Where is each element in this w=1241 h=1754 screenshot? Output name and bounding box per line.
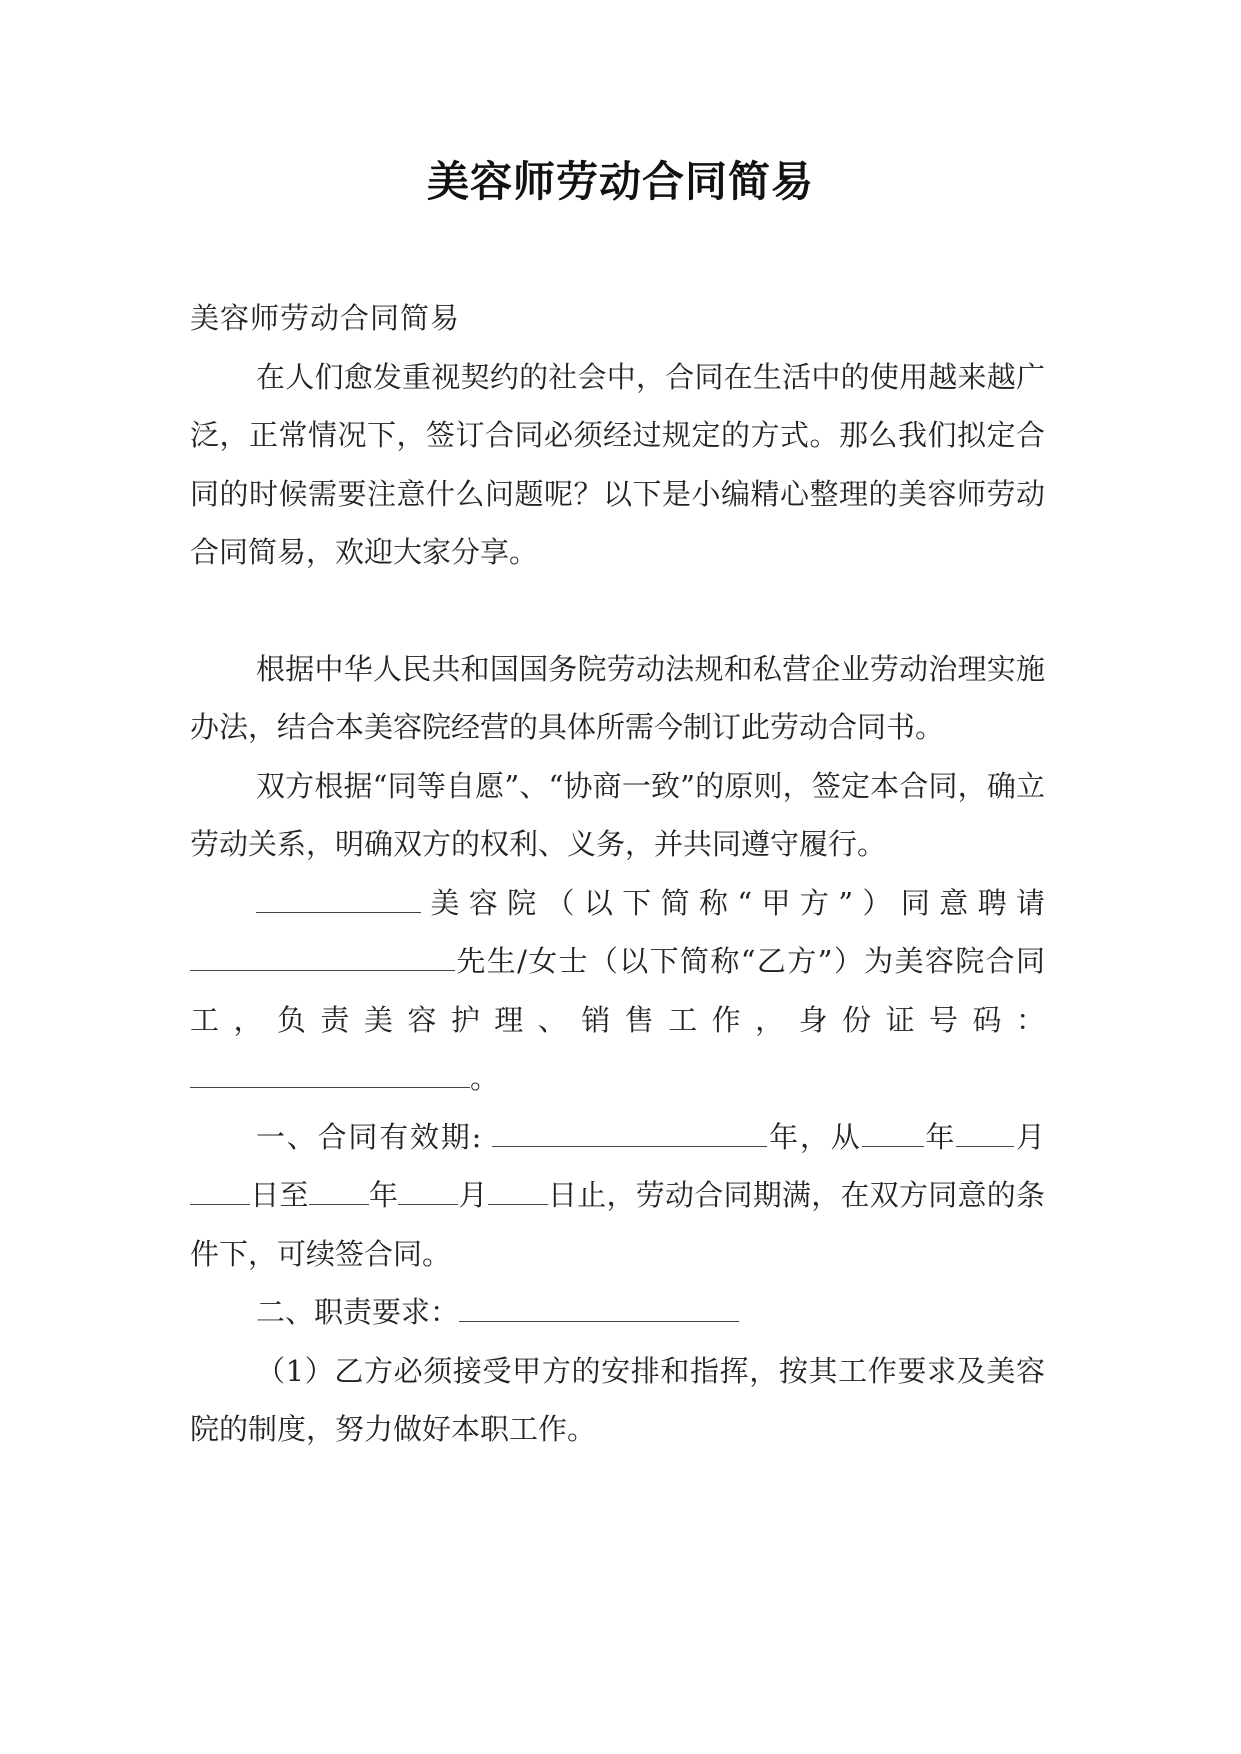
term-nian-2: 年: [368, 1178, 399, 1212]
term-year-unit: 年，从: [767, 1119, 862, 1154]
duties-heading: [190, 1283, 1045, 1342]
principle-paragraph: 双方根据“同等自愿”、“协商一致”的原则，签定本合同，确立劳动关系，明确双方的权利、义务，并共同遵守履行。: [190, 768, 1045, 861]
basis-paragraph: 根据中华人民共和国国务院劳动法规和私营企业劳动治理实施办法，结合本美容院经营的具体所需今制订此劳动合同书。: [190, 651, 1045, 744]
start-day-blank[interactable]: [190, 1178, 250, 1205]
term-ri-zhi: 日至: [250, 1178, 309, 1212]
start-month-blank[interactable]: [956, 1120, 1014, 1147]
end-month-blank[interactable]: [398, 1178, 458, 1205]
intro-paragraph: 在人们愈发重视契约的社会中，合同在生活中的使用越来越广泛，正常情况下，签订合同必须经过规定的方式。那么我们拟定合同的时候需要注意什么问题呢？以下是小编精心整理的美容师劳动合同简易，欢迎大家分享。: [190, 359, 1045, 569]
duties-item-1: （1）乙方必须接受甲方的安排和指挥，按其工作要求及美容院的制度，努力做好本职工作。: [190, 1353, 1045, 1446]
term-label: 一、合同有效期:: [256, 1119, 482, 1154]
term-years-blank[interactable]: [492, 1120, 767, 1147]
paragraph-spacer: [190, 582, 1045, 640]
term-yue-2: 月: [458, 1178, 488, 1212]
parties-paragraph: [190, 874, 1045, 1108]
term-yue-1: 月: [1014, 1119, 1045, 1154]
employee-name-blank[interactable]: [190, 944, 455, 971]
document-subtitle: 美容师劳动合同简易: [190, 301, 461, 335]
parties-text-1: 美容院（以下简称“甲方”）同意聘请: [421, 885, 1045, 920]
term-paragraph: [190, 1108, 1045, 1284]
salon-name-blank[interactable]: [256, 886, 421, 913]
start-year-blank[interactable]: [862, 1120, 924, 1147]
term-ri-zhi-end: 日止，劳动合同期满，在双方同意的条件下，可续签合同。: [190, 1178, 1045, 1271]
parties-text-2: 先生/女士（以下简称“乙方”）为美容院合同工，负责美容护理、销售工作，身份证号码：: [190, 944, 1045, 1037]
end-year-blank[interactable]: [309, 1178, 369, 1205]
duties-label: 二、职责要求：: [256, 1295, 460, 1329]
duties-blank[interactable]: [459, 1295, 739, 1322]
id-number-blank[interactable]: [190, 1061, 470, 1088]
parties-end: 。: [470, 1061, 500, 1095]
end-day-blank[interactable]: [488, 1178, 548, 1205]
document-body: [190, 289, 1045, 1459]
term-nian-1: 年: [923, 1119, 957, 1154]
document-title: 美容师劳动合同简易: [426, 157, 814, 206]
